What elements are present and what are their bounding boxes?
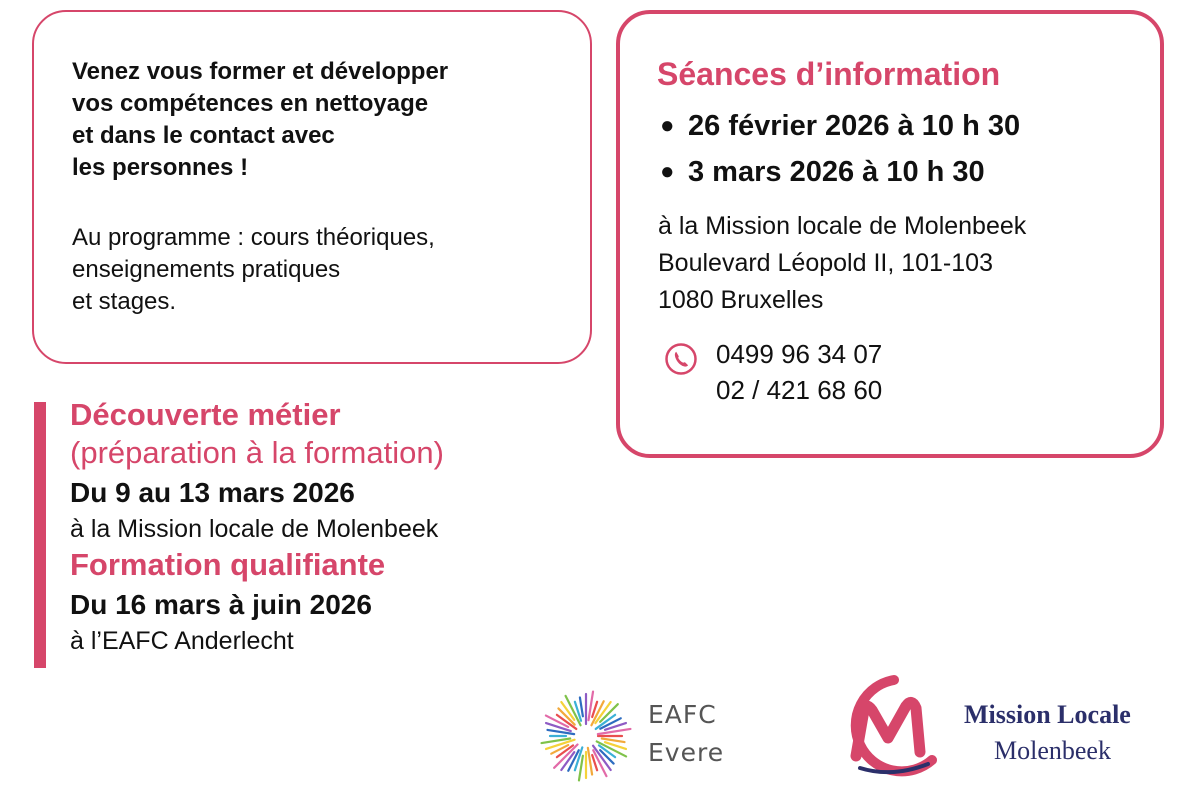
programme-line: Au programme : cours théoriques, [72,224,435,251]
eafc-burst-ray [579,756,583,781]
session-date: 3 mars 2026 à 10 h 30 [688,156,985,188]
phone-numbers [716,336,882,408]
discovery-subtitle: (préparation à la formation) [70,435,444,470]
mission-locale-title: Mission Locale [964,700,1131,729]
address-line: 1080 Bruxelles [658,286,824,314]
eafc-burst-ray [588,748,592,775]
eafc-burst-ray [598,729,631,734]
discovery-dates: Du 9 au 13 mars 2026 [70,477,355,508]
discovery-place: à la Mission locale de Molenbeek [70,515,439,543]
phone-icon [664,342,698,376]
accent-bar [34,402,46,668]
bullet-icon: ● [660,158,675,185]
mission-locale-subtitle: Molenbeek [994,736,1111,765]
session-item [660,103,1020,149]
session-date: 26 février 2026 à 10 h 30 [688,110,1021,142]
intro-line: vos compétences en nettoyage [72,90,429,117]
session-address [658,208,1026,319]
bullet-icon: ● [660,112,675,139]
eafc-logo-text [648,696,724,772]
intro-line: et dans le contact avec [72,122,335,149]
training-place: à l’EAFC Anderlecht [70,627,294,655]
mission-locale-logo-icon [832,672,952,782]
phone-number[interactable]: 0499 96 34 07 [716,339,883,369]
address-line: à la Mission locale de Molenbeek [658,212,1027,240]
eafc-burst-ray [580,697,583,716]
intro-text [72,56,572,184]
intro-line: les personnes ! [72,154,249,181]
eafc-location: Evere [648,738,725,767]
programme-line: enseignements pratiques [72,256,341,283]
training-dates: Du 16 mars à juin 2026 [70,589,372,620]
training-title: Formation qualifiante [70,547,386,582]
eafc-name: EAFC [648,700,717,729]
intro-line: Venez vous former et développer [72,58,449,85]
sessions-title: Séances d’information [657,56,1001,92]
programme-text [72,222,572,318]
discovery-title: Découverte métier [70,397,341,432]
address-line: Boulevard Léopold II, 101-103 [658,249,993,277]
eafc-burst-logo-icon [536,686,636,786]
sessions-list [660,103,1020,195]
program-section [70,396,630,658]
phone-number[interactable]: 02 / 421 68 60 [716,375,883,405]
session-item [660,149,1020,195]
programme-line: et stages. [72,288,177,315]
